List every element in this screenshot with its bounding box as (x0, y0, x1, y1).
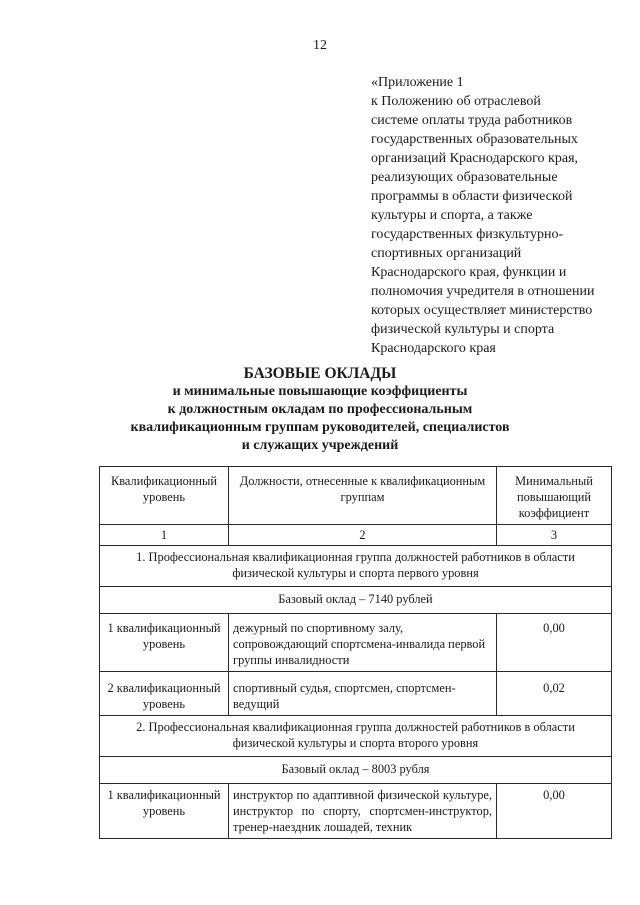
coefficient: 0,02 (497, 672, 612, 716)
appendix-line: «Приложение 1 (371, 75, 464, 90)
coefficient: 0,00 (497, 614, 612, 672)
coefficient: 0,00 (497, 784, 612, 839)
appendix-line: к Положению об отраслевой (371, 94, 541, 109)
table-row (100, 614, 612, 672)
appendix-line: спортивных организаций (371, 246, 522, 261)
column-number: 1 (100, 525, 229, 546)
document-heading (0, 365, 640, 455)
base-salary: Базовый оклад – 7140 рублей (100, 587, 612, 614)
table-header-row (100, 467, 612, 525)
group-title-row (100, 716, 612, 757)
salary-table (99, 466, 612, 839)
base-salary-row (100, 587, 612, 614)
appendix-line: Краснодарского края (371, 341, 496, 356)
base-salary: Базовый оклад – 8003 рубля (100, 757, 612, 784)
appendix-line: физической культуры и спорта (371, 322, 555, 337)
appendix-line: государственных физкультурно- (371, 227, 564, 242)
header-level: Квалификационный уровень (100, 467, 229, 525)
appendix-line: программы в области физической (371, 189, 573, 204)
appendix-line: государственных образовательных (371, 132, 578, 147)
heading-title: БАЗОВЫЕ ОКЛАДЫ (243, 365, 397, 382)
group-title: 2. Профессиональная квалификационная группа должностей работников в области физической культуры и спорта второго уровня (100, 716, 612, 757)
appendix-line: организаций Краснодарского края, (371, 151, 579, 166)
base-salary-row (100, 757, 612, 784)
heading-line: к должностным окладам по профессиональным (167, 402, 473, 417)
heading-line: квалификационным группам руководителей, специалистов (130, 420, 510, 435)
qualification-level: 2 квалификационный уровень (100, 672, 229, 716)
group-title: 1. Профессиональная квалификационная группа должностей работников в области физической культуры и спорта первого уровня (100, 546, 612, 587)
heading-line: и минимальные повышающие коэффициенты (172, 384, 468, 399)
positions: дежурный по спортивному залу, сопровождающий спортсмена-инвалида первой группы инвалидности (229, 614, 497, 672)
appendix-line: которых осуществляет министерство (371, 303, 593, 318)
positions: инструктор по адаптивной физической культуре, инструктор по спорту, спортсмен-инструктор, тренер-наездник лошадей, техник (229, 784, 497, 839)
page-number: 12 (313, 38, 327, 53)
heading-line: и служащих учреждений (241, 438, 399, 453)
column-number-row (100, 525, 612, 546)
header-positions: Должности, отнесенные к квалификационным группам (229, 467, 497, 525)
appendix-line: системе оплаты труда работников (371, 113, 573, 128)
group-title-row (100, 546, 612, 587)
appendix-line: культуры и спорта, а также (371, 208, 533, 223)
appendix-reference (371, 73, 621, 358)
table-row (100, 672, 612, 716)
qualification-level: 1 квалификационный уровень (100, 784, 229, 839)
appendix-line: реализующих образовательные (371, 170, 558, 185)
appendix-line: полномочия учредителя в отношении (371, 284, 595, 299)
qualification-level: 1 квалификационный уровень (100, 614, 229, 672)
appendix-line: Краснодарского края, функции и (371, 265, 567, 280)
header-coefficient: Минимальный повышающий коэффициент (497, 467, 612, 525)
table-row (100, 784, 612, 839)
positions: спортивный судья, спортсмен, спортсмен-ведущий (229, 672, 497, 716)
column-number: 2 (229, 525, 497, 546)
column-number: 3 (497, 525, 612, 546)
